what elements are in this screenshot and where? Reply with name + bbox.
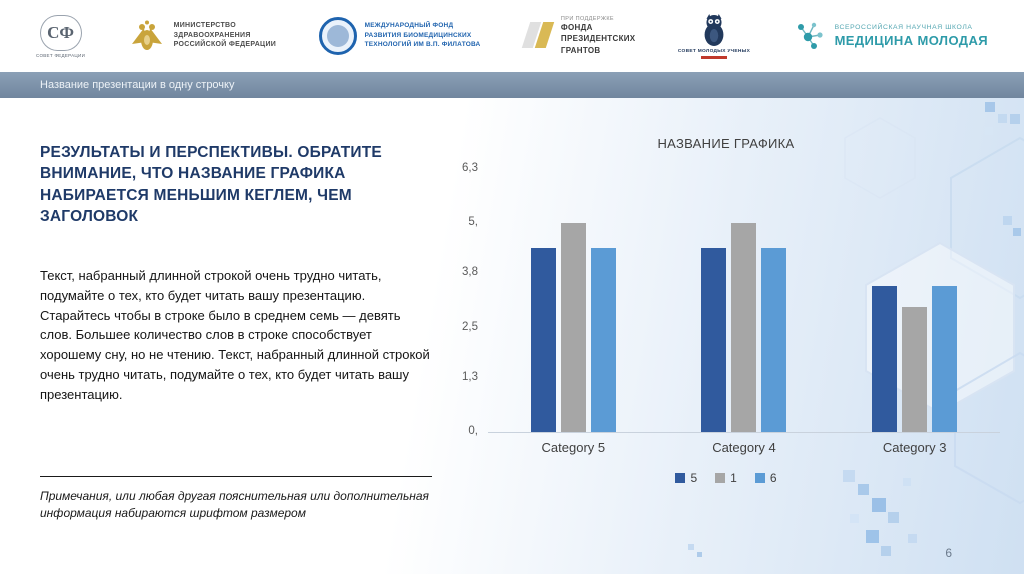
chart-plot bbox=[488, 169, 1000, 433]
bar-series-1 bbox=[731, 223, 756, 432]
grants-support-label: ПРИ ПОДДЕРЖКЕ bbox=[560, 15, 614, 22]
text-panel bbox=[40, 98, 436, 574]
bar-chart bbox=[452, 136, 1000, 485]
y-axis-tick-label: 0, bbox=[468, 425, 478, 437]
slide-content bbox=[0, 98, 1024, 574]
young-scientists-caption: СОВЕТ МОЛОДЫХ УЧЕНЫХ bbox=[677, 49, 751, 54]
medicina-name-label: МЕДИЦИНА МОЛОДАЯ bbox=[834, 33, 988, 48]
legend-swatch bbox=[675, 473, 685, 483]
presidential-grants-text bbox=[561, 16, 636, 56]
coat-of-arms-icon bbox=[128, 17, 166, 55]
category-label: Category 3 bbox=[882, 440, 947, 455]
grants-line: ФОНДА bbox=[560, 22, 593, 32]
bar-group-category-4 bbox=[701, 169, 786, 432]
owl-icon bbox=[698, 13, 730, 47]
page-number: 6 bbox=[945, 546, 952, 560]
grants-line: ГРАНТОВ bbox=[560, 45, 601, 55]
legend-swatch bbox=[755, 473, 765, 483]
bar-series-1 bbox=[561, 223, 586, 432]
filatov-fund-line: РАЗВИТИЯ БИОМЕДИЦИНСКИХ bbox=[364, 31, 472, 39]
bar-series-6 bbox=[761, 248, 786, 432]
medicina-school-label: ВСЕРОССИЙСКАЯ НАУЧНАЯ ШКОЛА bbox=[834, 24, 973, 31]
y-axis-tick-label: 3,8 bbox=[462, 266, 478, 279]
bar-series-1 bbox=[902, 307, 927, 432]
slide-heading: РЕЗУЛЬТАТЫ И ПЕРСПЕКТИВЫ. ОБРАТИТЕ ВНИМАНИЕ, ЧТО НАЗВАНИЕ ГРАФИКА НАБИРАЕТСЯ МЕНЬШИМ КЕГЛЕМ, ЧЕМ ЗАГОЛОВОК bbox=[40, 144, 382, 226]
federation-council-abbr: СФ bbox=[47, 22, 74, 42]
legend-item-6 bbox=[755, 471, 777, 485]
filatov-fund-text bbox=[365, 22, 481, 49]
bar-series-5 bbox=[701, 248, 726, 432]
federation-council-emblem-icon bbox=[40, 15, 82, 51]
health-ministry-line: МИНИСТЕРСТВО bbox=[173, 21, 236, 29]
y-axis-tick-label: 5, bbox=[468, 216, 478, 229]
slide-body-text: Текст, набранный длинной строкой очень трудно читать, подумайте о тех, кто будет читать вашу презентацию. Старайтесь чтобы в строке было в среднем семь — девять слов. Большее количество слов в строке способствует хорошему сну, но не чтению. Текст, набранный длинной строкой очень трудно читать, подумайте о тех, кто будет читать вашу презентацию. bbox=[40, 268, 430, 402]
chart-area bbox=[452, 162, 1000, 455]
filatov-fund-logo bbox=[319, 17, 481, 55]
chart-categories bbox=[488, 440, 1000, 455]
chart-legend bbox=[452, 471, 1000, 485]
medicina-molodaya-text bbox=[835, 24, 988, 48]
bar-series-6 bbox=[932, 286, 957, 432]
legend-label: 6 bbox=[769, 471, 777, 485]
slide-footnote: Примечания, или любая другая пояснительная или дополнительная информация набираются шрифтом размером bbox=[40, 476, 432, 523]
y-axis-tick-label: 2,5 bbox=[462, 320, 478, 333]
young-scientists-red-bar bbox=[701, 56, 727, 59]
filatov-fund-portrait-icon bbox=[327, 25, 349, 47]
health-ministry-line: РОССИЙСКОЙ ФЕДЕРАЦИИ bbox=[173, 41, 277, 49]
grants-line: ПРЕЗИДЕНТСКИХ bbox=[560, 34, 636, 44]
legend-item-1 bbox=[715, 471, 737, 485]
presidential-grants-logo bbox=[523, 16, 636, 56]
bar-series-5 bbox=[872, 286, 897, 432]
presentation-title-bar bbox=[0, 72, 1024, 98]
chart-title: НАЗВАНИЕ ГРАФИКА bbox=[657, 136, 795, 151]
legend-label: 5 bbox=[690, 471, 698, 485]
bar-group-category-5 bbox=[531, 169, 616, 432]
health-ministry-text bbox=[174, 22, 277, 50]
health-ministry-line: ЗДРАВООХРАНЕНИЯ bbox=[173, 31, 251, 39]
filatov-fund-line: ТЕХНОЛОГИЙ ИМ В.П. ФИЛАТОВА bbox=[364, 41, 481, 49]
category-label: Category 5 bbox=[541, 440, 606, 455]
legend-label: 1 bbox=[730, 471, 737, 485]
bar-group-category-3 bbox=[872, 169, 957, 432]
young-scientists-council-logo bbox=[678, 13, 750, 59]
chart-plot-column bbox=[488, 169, 1000, 455]
bar-series-6 bbox=[591, 248, 616, 432]
filatov-fund-emblem-icon bbox=[319, 17, 357, 55]
federation-council-logo bbox=[36, 15, 85, 58]
legend-item-5 bbox=[675, 471, 697, 485]
category-label: Category 4 bbox=[712, 440, 776, 455]
legend-swatch bbox=[715, 473, 725, 483]
health-ministry-logo bbox=[128, 17, 277, 55]
y-axis-tick-label: 1,3 bbox=[462, 370, 478, 383]
bar-series-5 bbox=[531, 248, 556, 432]
chart-y-axis bbox=[452, 162, 488, 437]
y-axis-tick-label: 6,3 bbox=[462, 162, 478, 174]
presidential-grants-mark-icon bbox=[523, 20, 553, 52]
federation-council-caption: СОВЕТ ФЕДЕРАЦИИ bbox=[36, 52, 86, 58]
header-logo-bar bbox=[0, 0, 1024, 72]
network-atom-icon bbox=[793, 19, 827, 53]
medicina-molodaya-logo bbox=[793, 19, 988, 53]
presentation-title-text: Название презентации в одну строчку bbox=[40, 79, 235, 91]
filatov-fund-line: МЕЖДУНАРОДНЫЙ ФОНД bbox=[364, 22, 454, 30]
